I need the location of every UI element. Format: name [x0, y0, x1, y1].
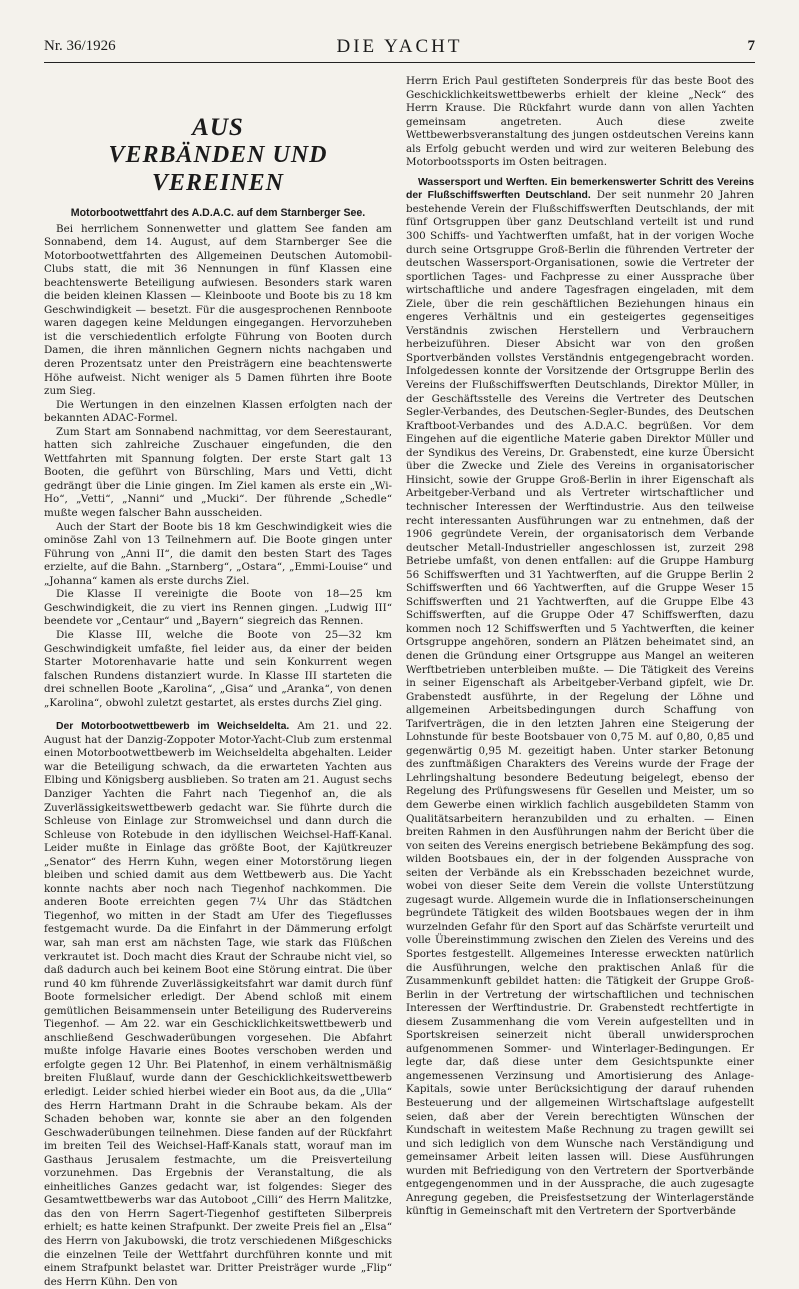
article2-text: Am 21. und 22. August hat der Danzig-Zoppoter Motor-Yacht-Club zum erstenmal einen Motorbootwettbewerb im Weichseldelta abgehalten. Leider war die Beteiligung schwach, da die erwarteten Yachten aus Elbing und Königsberg ausblieben. So traten am 21. August sechs Danziger Yachten die Fahrt nach Tiegenhof an, die als Zuverlässigkeitswettbewerb gedacht war. Sie führte durch die Schleuse von Einlage zur Stromweichsel und dann durch die Schleuse von Rotebude in den idyllischen Weichsel-Haff-Kanal. Leider mußte in Einlage das größte Boot, der Kajütkreuzer „Senator“ des Herrn Kuhn, wegen einer Motorstörung liegen bleiben und schied damit aus dem Wettbewerb aus. Die Yacht konnte nachts aber noch nach Tiegenhof nachkommen. Die anderen Boote erreichten gegen 7¼ Uhr das Städtchen Tiegenhof, wo mitten in der Stadt am Ufer des Tiegeflusses festgemacht wurde. Da die Einfahrt in der Dämmerung erfolgt war, sah man erst am nächsten Tage, wie stark das Flüßchen verkrautet ist. Doch macht dies Kraut der Schraube nicht viel, so daß dadurch auch bei keinem Boot eine Störung eintrat. Die über rund 40 km führende Zuverlässigkeitsfahrt war damit durch fünf Boote formelsicher erledigt. Der Abend schloß mit einem gemütlichen Beisammensein unter Beteiligung des Rudervereins Tiegenhof. — Am 22. war ein Geschicklichkeitswettbewerb und anschließend Geschwaderübungen vorgesehen. Die Abfahrt mußte infolge Havarie eines Bootes verschoben werden und erfolgte gegen 12 Uhr. Bei Platenhof, in einem verhältnismäßig breiten Flußlauf, wurde dann der Geschicklichkeitswettbewerb erledigt. Leider schied hierbei wieder ein Boot aus, da die „Ulla“ des Herrn Hartmann Draht in die Schraube bekam. Als der Schaden behoben war, konnte sie aber an den folgenden Geschwaderübungen teilnehmen. Diese fanden auf der Rückfahrt im breiten Teil des Weichsel-Haff-Kanals statt, worauf man im Gasthaus Jerusalem festmachte, um die Preisverteilung vorzunehmen. Das Ergebnis der Veranstaltung, die als einheitliches Ganzes gedacht war, ist folgendes: Sieger des Gesamtwettbewerbs war das Autoboot „Cilli“ des Herrn Malitzke, das den von Herrn Sagert-Tiegenhof gestifteten Silberpreis erhielt; es hatte keinen Strafpunkt. Der zweite Preis fiel an „Elsa“ des Herrn von Jakubowski, die trotz verschiedenen Mißgeschicks die einzelnen Teile der Wettfahrt durchführen konnte und mit einem Strafpunkt belastet war. Dritter Preisträger wurde „Flip“ des Herrn Kühn. Den von [44, 720, 392, 1288]
article1-paragraph: Die Klasse II vereinigte die Boote von 18—25 km Geschwindigkeit, die zu viert ins Rennen gingen. „Ludwig III“ beendete vor „Centaur“ und „Bayern“ siegreich das Rennen. [44, 588, 392, 628]
article2-paragraph [44, 720, 392, 1289]
article1-paragraph: Die Klasse III, welche die Boote von 25—32 km Geschwindigkeit umfaßte, fiel leider aus, da einer der beiden Starter Motorenhavarie hatte und sein Konkurrent wegen falschen Rundens distanziert wurde. In Klasse III starteten die drei schnellen Boote „Karolina“, „Gisa“ und „Aranka“, von denen „Karolina“, obwohl zuletzt gestartet, als erstes durchs Ziel ging. [44, 628, 392, 709]
right-column [406, 75, 754, 1289]
section-title-line1: AUS [192, 114, 244, 141]
article1-paragraph: Bei herrlichem Sonnenwetter und glattem See fanden am Sonnabend, dem 14. August, auf dem Starnberger See die Motorbootwettfahrten des Allgemeinen Deutschen Automobil-Clubs statt, die mit 36 Nennungen in fünf Klassen eine beachtenswerte Beteiligung aufwiesen. Besonders stark waren die beiden kleinen Klassen — Kleinboote und Boote bis zu 18 km Geschwindigkeit — besetzt. Für die ausgesprochenen Rennboote waren dagegen keine Meldungen eingegangen. Hervorzuheben ist die verschiedentlich erfolgte Führung von Booten durch Damen, die ihren männlichen Gegnern nichts nachgaben und deren Prozentsatz unter den Preisträgern eine beachtenswerte Höhe aufweist. Nicht weniger als 5 Damen führten ihre Boote zum Sieg. [44, 222, 392, 398]
article2-headline: Der Motorbootwettbewerb im Weichseldelta. [56, 721, 290, 733]
article1-paragraph: Die Wertungen in den einzelnen Klassen erfolgten nach der bekannten ADAC-Formel. [44, 398, 392, 425]
article1-headline: Motorbootwettfahrt des A.D.A.C. auf dem Starnberger See. [70, 207, 366, 219]
article-columns [44, 75, 755, 1289]
issue-number: Nr. 36/1926 [44, 38, 116, 54]
article1-paragraph: Auch der Start der Boote bis 18 km Geschwindigkeit wies die ominöse Zahl von 13 Teilnehmern auf. Die Boote gingen unter Führung von „Anni II“, die damit den besten Start des Tages erzielte, auf die Bahn. „Starnberg“, „Ostara“, „Emmi-Louise“ und „Johanna“ kamen als erste durchs Ziel. [44, 520, 392, 587]
page-number: 7 [747, 38, 755, 54]
article3-paragraph [406, 176, 754, 1219]
left-column [44, 75, 392, 1289]
section-title-line2: VERBÄNDEN UND VEREINEN [108, 142, 328, 196]
article3-text: Der seit nunmehr 20 Jahren bestehende Verein der Flußschiffswerften Deutschlands, der mit fünf Ortsgruppen über ganz Deutschland verteilt ist und rund 300 Schiffs- und Yachtwerften umfaßt, hat in der vorigen Woche durch seine Ortsgruppe Groß-Berlin die führenden Vertreter der deutschen Wassersport-Organisationen, sowie die Vertreter der sportlichen Tages- und Fachpresse zu einer Aussprache über wirtschaftliche und andere Tagesfragen eingeladen, mit dem Ziele, über die rein geschäftlichen Beziehungen hinaus ein engeres Verhältnis und ein gesteigertes gegenseitiges Verständnis zwischen Herstellern und Verbrauchern herbeizuführen. Dieser Absicht war von den großen Sportverbänden vollstes Verständnis entgegengebracht worden. Infolgedessen konnte der Vorsitzende der Ortsgruppe Berlin des Vereins der Flußschiffswerften Deutschlands, Direktor Müller, in der Geschäftsstelle des Vereins die Vertreter des Deutschen Segler-Verbandes, des Deutschen-Segler-Bundes, des Deutschen Kraftboot-Verbandes und des A.D.A.C. begrüßen. Vor dem Eingehen auf die eigentliche Materie gaben Direktor Müller und der Syndikus des Vereins, Dr. Grabenstedt, eine kurze Übersicht über die Zwecke und Ziele des Vereins in organisatorischer Hinsicht, sowie der Gruppe Groß-Berlin in ihrer Eigenschaft als Arbeitgeber-Verband und als Vertreter wirtschaftlicher und technischer Interessen der Werftindustrie. Aus den teilweise recht interessanten Ausführungen war zu entnehmen, daß der 1906 gegründete Verein, der organisatorisch dem Verbande deutscher Metall-Industrieller angeschlossen ist, zurzeit 298 Betriebe umfaßt, von denen entfallen: auf die Gruppe Hamburg 56 Schiffswerften und 31 Yachtwerften, auf die Gruppe Berlin 2 Schiffswerften und 66 Yachtwerften, auf die Gruppe Weser 15 Schiffswerften und 21 Yachtwerften, auf die Gruppe Elbe 43 Schiffswerften, auf die Gruppe Oder 47 Schiffswerften, dazu kommen noch 12 Schiffswerften und 5 Yachtwerften, die keiner Ortsgruppe angehören, sondern an Plätzen beheimatet sind, an denen die Gründung einer Ortsgruppe aus Mangel an weiteren Werftbetrieben unterbleiben mußte. — Die Tätigkeit des Vereins in seiner Eigenschaft als Arbeitgeber-Verband gipfelt, wie Dr. Grabenstedt ausführte, in der Regelung der Löhne und allgemeinen Arbeitsbedingungen durch Schaffung von Tarifverträgen, die in den letzten Jahren eine Steigerung der Lohnstunde für beste Bootsbauer von 0,75 M. auf 0,80, 0,85 und gegenwärtig 0,95 M. gezeitigt haben. Unter starker Betonung des zunftmäßigen Charakters des Vereins wurde der Frage der Lehrlingshaltung besondere Bedeutung beigelegt, ebenso der Regelung des Prüfungswesens für Gesellen und Meister, um so dem Gewerbe einen wirklich fachlich ausgebildeten Stamm von Qualitätsarbeitern heranzubilden und zu erhalten. — Einen breiten Rahmen in den Ausführungen nahm der Bericht über die von seiten des Vereins energisch betriebene Bekämpfung des sog. wilden Bootsbaues ein, der in der folgenden Aussprache von seiten der Verbände als ein Krebsschaden bezeichnet wurde, wobei von dieser Seite dem Verein die vollste Unterstützung zugesagt wurde. Allgemein wurde die in Inflationserscheinungen begründete Tätigkeit des wilden Bootsbaues wegen der in ihm wurzelnden Gefahr für den Sport auf das Schärfste verurteilt und volle Übereinstimmung zwischen den Zielen des Vereins und des Sportes festgestellt. Allgemeines Interesse erweckten natürlich die Ausführungen, welche den praktischen Anlaß für die Zusammenkunft gebildet hatten: die Tätigkeit der Gruppe Groß-Berlin in der Vertretung der wirtschaftlichen und technischen Interessen der Werftindustrie. Dr. Grabenstedt rechtfertigte in diesem Zusammenhang die vom Verein aufgestellten und in Sportskreisen seinerzeit nicht überall unwidersprochen aufgenommenen Sommer- und Winterlager-Bedingungen. Er legte dar, daß diese unter dem Gesichtspunkte einer angemessenen Verzinsung und Amortisierung des Anlage-Kapitals, sowie unter Berücksichtigung der darauf ruhenden Besteuerung und der allgemeinen Wirtschaftslage aufgestellt seien, daß aber der Verein berechtigten Wünschen der Kundschaft in weitestem Maße Rechnung zu tragen gewillt sei und sich lediglich von dem Wunsche nach Verständigung und gemeinsamer Arbeit leiten lassen will. Diese Ausführungen wurden mit Befriedigung von den Vertretern der Sportverbände entgegengenommen und in der Aussprache, die auch zugesagte Anregung gegeben, die Preisfestsetzung der Winterlagerstände künftig in Gemeinschaft mit den Vertretern der Sportverbände [406, 189, 754, 1218]
article1-paragraph: Zum Start am Sonnabend nachmittag, vor dem Seerestaurant, hatten sich zahlreiche Zuschauer eingefunden, die den Wettfahrten mit Spannung folgten. Der erste Start galt 13 Booten, die geführt von Bürschling, Mars und Vetti, dicht gedrängt über die Linie gingen. Im Ziel kamen als erste ein „Wi-Ho“, „Vetti“, „Nanni“ und „Mucki“. Der führende „Schedle“ mußte wegen falscher Bahn ausscheiden. [44, 425, 392, 520]
magazine-title: DIE YACHT [336, 36, 463, 57]
article2-continuation: Herrn Erich Paul gestifteten Sonderpreis für das beste Boot des Geschicklichkeitswettbewerbs erhielt der kleine „Neck“ des Herrn Krause. Die Rückfahrt wurde dann von allen Yachten gemeinsam angetreten. Auch diese zweite Wettbewerbsveranstaltung des jungen ostdeutschen Vereins kann als Erfolg gebucht werden und wird zur weiteren Belebung des Motorbootssports im Osten beitragen. [406, 75, 754, 169]
article3-headline: Wassersport und Werften. Ein bemerkenswerter Schritt des Vereins der Flußschiffswerften Deutschland. [406, 176, 754, 202]
running-header [44, 36, 755, 63]
